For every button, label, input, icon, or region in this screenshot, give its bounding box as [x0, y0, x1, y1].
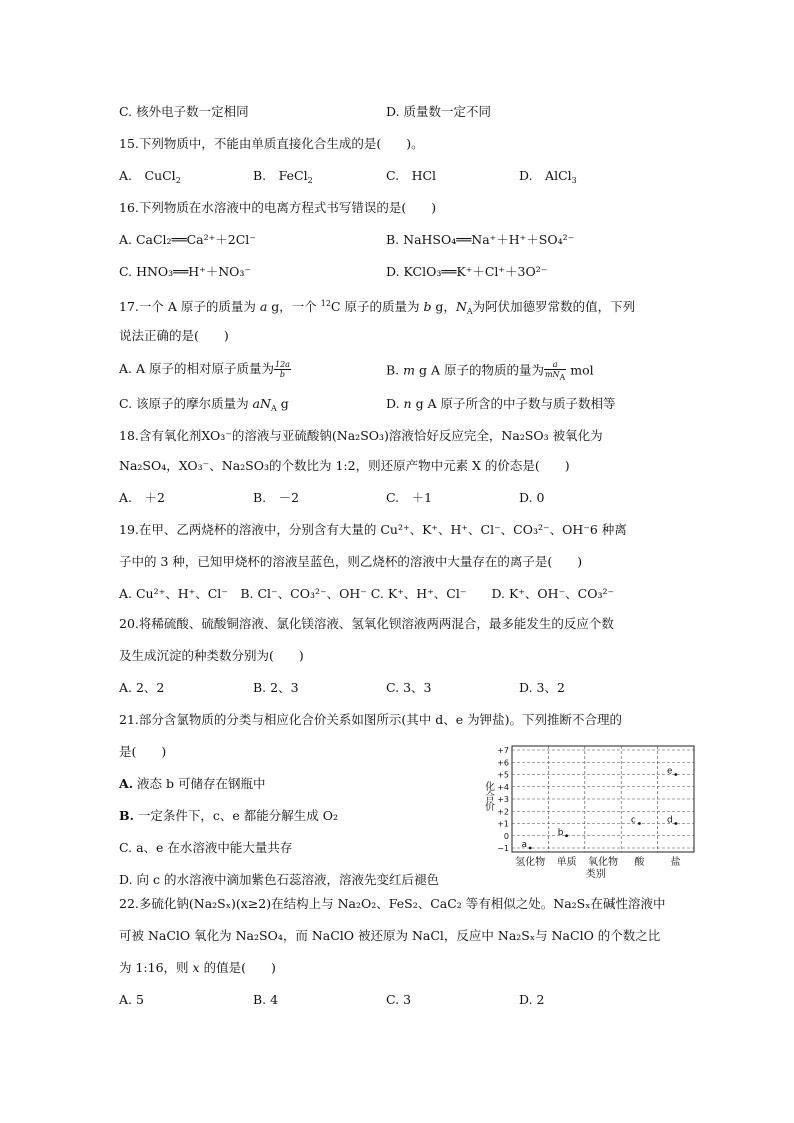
- q18-stem-line2: Na₂SO₄，XO₃⁻、Na₂SO₃的个数比为 1:2，则还原产物中元素 X 的价态是( ): [119, 458, 570, 473]
- q20-stem-line2: 及生成沉淀的种类数分别为( ): [119, 648, 304, 663]
- q16-option-c: C. HNO₃══H⁺＋NO₃⁻: [119, 264, 252, 279]
- q18-option-c: C. ＋1: [386, 490, 433, 505]
- q16-option-d: D. KClO₃══K⁺＋Cl⁺＋3O²⁻: [386, 264, 548, 279]
- q17-option-c: C. 该原子的摩尔质量为 $aN_A$ g: [119, 396, 289, 413]
- q20-option-b: B. 2、3: [253, 680, 299, 695]
- q17-stem-line2: 说法正确的是( ): [119, 328, 229, 343]
- q22-option-d: D. 2: [519, 992, 545, 1007]
- q15-stem: 15.下列物质中，不能由单质直接化合生成的是( )。: [119, 136, 424, 151]
- q20-option-a: A. 2、2: [119, 680, 165, 695]
- data-point-a: [529, 847, 532, 850]
- y-tick-label: +7: [497, 746, 509, 755]
- chlorine-valence-chart: [478, 744, 698, 880]
- x-category-label: 氢化物: [515, 857, 546, 868]
- y-axis-label: 化合价: [482, 781, 494, 811]
- q17-stem-line1: 17.一个 A 原子的质量为 a g，一个 $^{12}$C 原子的质量为 b g，$N_A$为阿伏加德罗常数的值，下列: [119, 299, 636, 316]
- q18-option-b: B. －2: [253, 490, 300, 505]
- fraction: $\frac{12a}{b}$: [274, 360, 290, 379]
- q21-option-c: C. a、e 在水溶液中能大量共存: [119, 840, 293, 855]
- y-tick-label: 0: [503, 831, 509, 841]
- data-point-label: d: [666, 815, 673, 826]
- x-category-label: 酸: [634, 857, 645, 868]
- x-category-label: 氧化物: [588, 857, 618, 868]
- y-tick-label: +3: [497, 795, 509, 804]
- q14-option-c: C. 核外电子数一定相同: [119, 104, 249, 119]
- q16-option-b: B. NaHSO₄══Na⁺＋H⁺＋SO₄²⁻: [386, 232, 575, 247]
- data-point-d: [674, 822, 677, 825]
- y-tick-label: +5: [497, 770, 509, 780]
- q16-stem: 16.下列物质在水溶液中的电离方程式书写错误的是( ): [119, 200, 437, 215]
- q20-option-c: C. 3、3: [386, 680, 432, 695]
- q14-option-d: D. 质量数一定不同: [386, 104, 492, 119]
- q22-option-b: B. 4: [253, 992, 279, 1007]
- data-point-label: a: [521, 840, 527, 850]
- x-axis-label: 类别: [585, 869, 606, 880]
- q20-option-d: D. 3、2: [519, 680, 565, 695]
- q15-option-c: C. HCl: [386, 168, 437, 183]
- q22-stem-line3: 为 1:16，则 x 的值是( ): [119, 960, 276, 975]
- q18-option-a: A. ＋2: [119, 490, 165, 505]
- data-point-label: e: [667, 766, 673, 777]
- data-point-label: c: [630, 815, 636, 826]
- y-tick-label: +1: [497, 819, 509, 829]
- q22-stem-line1: 22.多硫化钠(Na₂Sₓ)(x≥2)在结构上与 Na₂O₂、FeS₂、CaC₂ 等有相似之处。Na₂Sₓ在碱性溶液中: [119, 896, 666, 911]
- q20-stem-line1: 20.将稀硫酸、硫酸铜溶液、氯化镁溶液、氢氧化钡溶液两两混合，最多能发生的反应个数: [119, 616, 614, 631]
- q16-option-a: A. CaCl₂══Ca²⁺＋2Cl⁻: [119, 232, 256, 247]
- q22-option-a: A. 5: [119, 992, 144, 1007]
- q15-option-a: A. CuCl$_2$: [119, 168, 181, 185]
- data-point-label: b: [557, 827, 564, 838]
- x-category-label: 盐: [670, 857, 681, 868]
- q21-option-d: D. 向 c 的水溶液中滴加紫色石蕊溶液，溶液先变红后褪色: [119, 872, 439, 887]
- q15-option-d: D. AlCl$_3$: [519, 168, 577, 185]
- q21-option-a: A. 液态 b 可储存在钢瓶中: [119, 776, 266, 791]
- q19-stem-line1: 19.在甲、乙两烧杯的溶液中，分别含有大量的 Cu²⁺、K⁺、H⁺、Cl⁻、CO₃²⁻、OH⁻6 种离: [119, 522, 627, 537]
- data-point-e: [674, 773, 677, 776]
- y-tick-label: −1: [497, 844, 509, 853]
- y-tick-label: +2: [497, 807, 509, 817]
- x-category-label: 单质: [556, 857, 577, 868]
- q18-stem-line1: 18.含有氧化剂XO₃⁻的溶液与亚硫酸钠(Na₂SO₃)溶液恰好反应完全，Na₂SO₃ 被氧化为: [119, 428, 603, 443]
- y-tick-label: +4: [497, 782, 509, 792]
- q21-stem-line2: 是( ): [119, 744, 167, 759]
- q17-option-a: A. A 原子的相对原子质量为 $\frac{12a}{b}$: [119, 360, 290, 379]
- q17-option-b: B. m g A 原子的物质的量为 a $mN_A$ mol: [386, 360, 594, 382]
- fraction: a $mN_A$: [544, 360, 566, 382]
- q21-option-b: B. 一定条件下，c、e 都能分解生成 O₂: [119, 808, 338, 823]
- data-point-c: [638, 822, 641, 825]
- q19-stem-line2: 子中的 3 种，已知甲烧杯的溶液呈蓝色，则乙烧杯的溶液中大量存在的离子是( ): [119, 554, 583, 569]
- q21-stem-line1: 21.部分含氯物质的分类与相应化合价关系如图所示(其中 d、e 为钾盐)。下列推断不合理的: [119, 712, 622, 727]
- y-tick-label: +6: [497, 758, 509, 768]
- q22-option-c: C. 3: [386, 992, 412, 1007]
- q18-option-d: D. 0: [519, 490, 545, 505]
- q17-option-d: D. n g A 原子所含的中子数与质子数相等: [386, 396, 616, 411]
- q22-stem-line2: 可被 NaClO 氧化为 Na₂SO₄，而 NaClO 被还原为 NaCl，反应中 Na₂Sₓ与 NaClO 的个数之比: [119, 928, 661, 943]
- data-point-b: [565, 834, 568, 837]
- q15-option-b: B. FeCl$_2$: [253, 168, 313, 185]
- q19-options: A. Cu²⁺、H⁺、Cl⁻ B. Cl⁻、CO₃²⁻、OH⁻ C. K⁺、H⁺、Cl⁻ D. K⁺、OH⁻、CO₃²⁻: [119, 586, 615, 601]
